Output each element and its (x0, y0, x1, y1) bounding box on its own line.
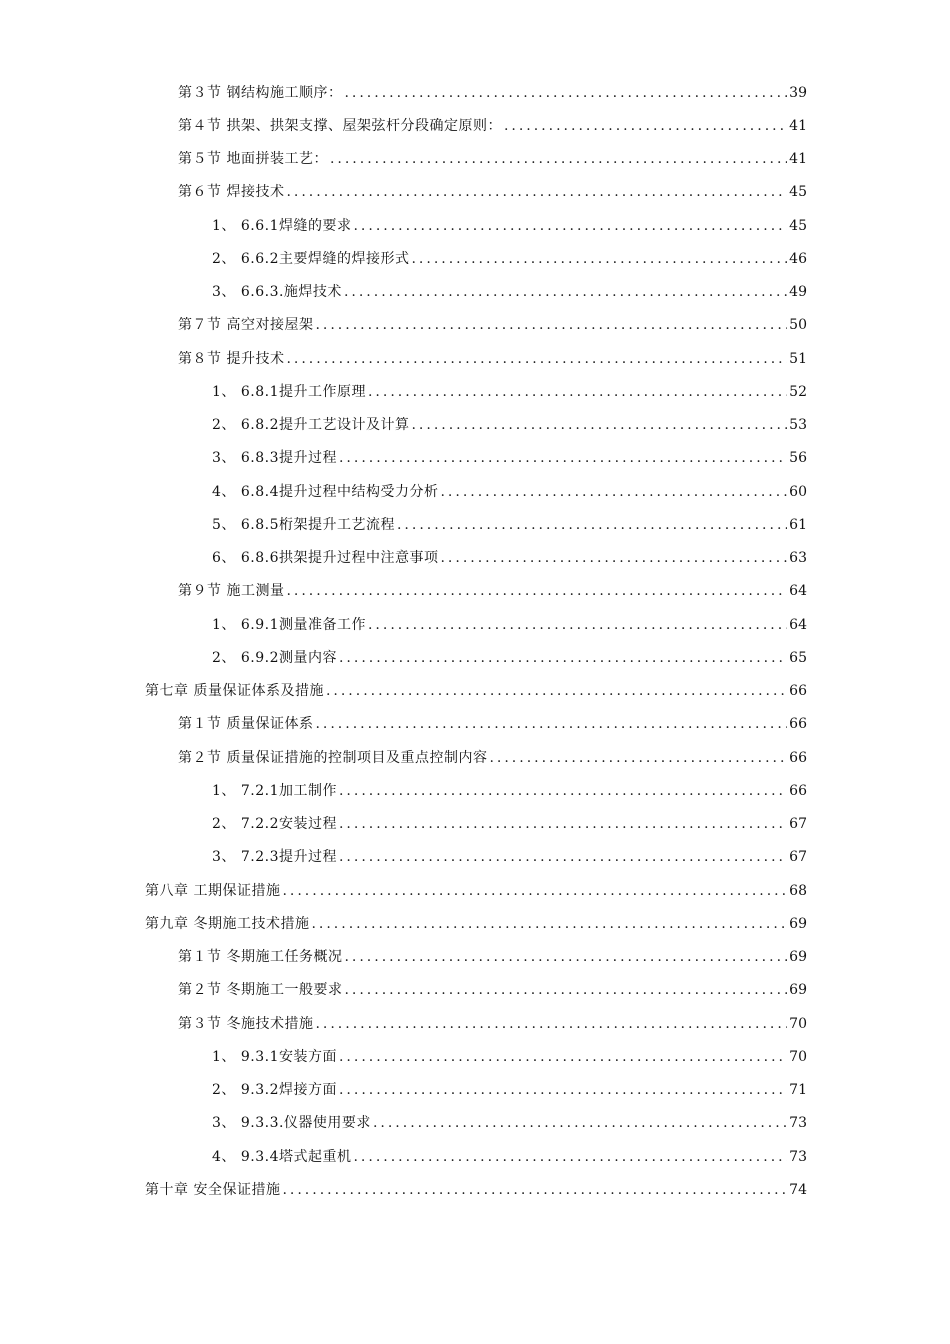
toc-entry-page-number: 49 (789, 284, 807, 301)
toc-entry-title: 1、 6.9.1测量准备工作 (212, 616, 366, 633)
dot-leader (286, 182, 787, 202)
toc-entry-page-number: 70 (789, 1048, 807, 1065)
toc-entry-title: 第１节 冬期施工任务概况 (178, 949, 343, 966)
dot-leader (353, 216, 787, 236)
toc-entry-title: 3、 7.2.3提升过程 (212, 849, 337, 866)
dot-leader (315, 714, 787, 734)
toc-entry[interactable] (0, 675, 950, 708)
dot-leader (440, 482, 787, 502)
dot-leader (315, 315, 787, 335)
table-of-contents (0, 76, 950, 1207)
toc-entry[interactable] (0, 242, 950, 275)
dot-leader (326, 681, 787, 701)
toc-entry-page-number: 69 (789, 982, 807, 999)
toc-entry-title: 第八章 工期保证措施 (145, 882, 281, 899)
toc-entry-title: 3、 9.3.3.仪器使用要求 (212, 1115, 371, 1132)
toc-entry-page-number: 66 (789, 716, 807, 733)
toc-entry[interactable] (0, 76, 950, 109)
toc-entry-title: 第２节 冬期施工一般要求 (178, 982, 343, 999)
toc-entry[interactable] (0, 209, 950, 242)
dot-leader (339, 1047, 787, 1067)
toc-entry-title: 第十章 安全保证措施 (145, 1181, 281, 1198)
dot-leader (344, 947, 787, 967)
toc-entry-page-number: 65 (789, 649, 807, 666)
toc-entry[interactable] (0, 641, 950, 674)
toc-entry-title: 第６节 焊接技术 (178, 184, 285, 201)
toc-entry-title: 1、 6.6.1焊缝的要求 (212, 217, 352, 234)
toc-entry-title: 6、 6.8.6拱架提升过程中注意事项 (212, 550, 439, 567)
dot-leader (344, 282, 787, 302)
dot-leader (311, 914, 787, 934)
toc-entry-page-number: 61 (789, 516, 807, 533)
toc-entry[interactable] (0, 176, 950, 209)
toc-entry-page-number: 45 (789, 217, 807, 234)
toc-entry[interactable] (0, 342, 950, 375)
toc-entry-title: 2、 7.2.2安装过程 (212, 816, 337, 833)
toc-entry-title: 1、 6.8.1提升工作原理 (212, 383, 366, 400)
toc-entry-page-number: 71 (789, 1082, 807, 1099)
toc-entry-page-number: 45 (789, 184, 807, 201)
dot-leader (282, 1180, 787, 1200)
toc-entry-page-number: 63 (789, 550, 807, 567)
toc-entry-page-number: 74 (789, 1181, 807, 1198)
toc-entry[interactable] (0, 907, 950, 940)
toc-entry-page-number: 66 (789, 782, 807, 799)
toc-entry-page-number: 64 (789, 583, 807, 600)
toc-entry[interactable] (0, 276, 950, 309)
toc-entry-page-number: 69 (789, 949, 807, 966)
toc-entry-title: 2、 9.3.2焊接方面 (212, 1082, 337, 1099)
toc-entry[interactable] (0, 1173, 950, 1206)
toc-entry[interactable] (0, 874, 950, 907)
toc-entry-page-number: 52 (789, 383, 807, 400)
toc-entry[interactable] (0, 1107, 950, 1140)
toc-entry-title: 3、 6.6.3.施焊技术 (212, 284, 342, 301)
toc-entry[interactable] (0, 1040, 950, 1073)
toc-entry[interactable] (0, 542, 950, 575)
toc-entry-title: 第９节 施工测量 (178, 583, 285, 600)
toc-entry-title: 第４节 拱架、拱架支撑、屋架弦杆分段确定原则： (178, 117, 502, 134)
toc-entry[interactable] (0, 841, 950, 874)
toc-entry-page-number: 46 (789, 250, 807, 267)
toc-entry-page-number: 53 (789, 417, 807, 434)
toc-entry-title: 第７节 高空对接屋架 (178, 317, 314, 334)
dot-leader (315, 1014, 787, 1034)
toc-entry-page-number: 41 (789, 151, 807, 168)
dot-leader (344, 980, 787, 1000)
dot-leader (339, 781, 787, 801)
dot-leader (397, 515, 787, 535)
toc-entry-title: 第１节 质量保证体系 (178, 716, 314, 733)
toc-entry-title: 2、 6.8.2提升工艺设计及计算 (212, 417, 410, 434)
toc-entry-page-number: 64 (789, 616, 807, 633)
dot-leader (504, 116, 787, 136)
toc-entry-title: 4、 9.3.4塔式起重机 (212, 1148, 352, 1165)
toc-entry[interactable] (0, 109, 950, 142)
toc-entry[interactable] (0, 508, 950, 541)
dot-leader (411, 415, 787, 435)
dot-leader (489, 748, 787, 768)
toc-entry[interactable] (0, 974, 950, 1007)
toc-entry-page-number: 73 (789, 1148, 807, 1165)
toc-entry-page-number: 67 (789, 816, 807, 833)
dot-leader (353, 1147, 787, 1167)
toc-entry-page-number: 68 (789, 882, 807, 899)
toc-entry[interactable] (0, 375, 950, 408)
toc-entry-page-number: 70 (789, 1015, 807, 1032)
toc-entry-title: 2、 6.6.2主要焊缝的焊接形式 (212, 250, 410, 267)
toc-entry[interactable] (0, 409, 950, 442)
toc-entry-page-number: 67 (789, 849, 807, 866)
toc-entry[interactable] (0, 143, 950, 176)
toc-entry[interactable] (0, 708, 950, 741)
dot-leader (344, 83, 787, 103)
toc-entry-page-number: 73 (789, 1115, 807, 1132)
toc-entry-title: 1、 9.3.1安装方面 (212, 1048, 337, 1065)
toc-entry[interactable] (0, 941, 950, 974)
dot-leader (339, 847, 787, 867)
toc-entry-page-number: 66 (789, 749, 807, 766)
dot-leader (286, 581, 787, 601)
dot-leader (286, 349, 787, 369)
toc-entry-title: 4、 6.8.4提升过程中结构受力分析 (212, 483, 439, 500)
toc-entry-page-number: 60 (789, 483, 807, 500)
toc-entry-title: 第５节 地面拼装工艺： (178, 151, 328, 168)
toc-entry-title: 第七章 质量保证体系及措施 (145, 683, 324, 700)
toc-entry[interactable] (0, 575, 950, 608)
toc-entry-title: 第２节 质量保证措施的控制项目及重点控制内容 (178, 749, 488, 766)
toc-entry-title: 3、 6.8.3提升过程 (212, 450, 337, 467)
toc-entry[interactable] (0, 442, 950, 475)
toc-entry-title: 第３节 钢结构施工顺序： (178, 84, 343, 101)
toc-entry-page-number: 39 (789, 84, 807, 101)
dot-leader (368, 382, 787, 402)
dot-leader (339, 814, 787, 834)
dot-leader (411, 249, 787, 269)
toc-entry-title: 第８节 提升技术 (178, 350, 285, 367)
toc-entry[interactable] (0, 1007, 950, 1040)
toc-entry-title: 1、 7.2.1加工制作 (212, 782, 337, 799)
toc-entry[interactable] (0, 608, 950, 641)
toc-entry[interactable] (0, 475, 950, 508)
toc-entry-page-number: 66 (789, 683, 807, 700)
toc-entry[interactable] (0, 808, 950, 841)
toc-entry-title: 第九章 冬期施工技术措施 (145, 915, 310, 932)
dot-leader (330, 149, 787, 169)
toc-entry-page-number: 56 (789, 450, 807, 467)
toc-entry-page-number: 50 (789, 317, 807, 334)
toc-entry-page-number: 41 (789, 117, 807, 134)
dot-leader (339, 1080, 787, 1100)
dot-leader (440, 548, 787, 568)
toc-entry[interactable] (0, 1140, 950, 1173)
toc-entry-page-number: 69 (789, 915, 807, 932)
toc-entry[interactable] (0, 1074, 950, 1107)
toc-entry[interactable] (0, 741, 950, 774)
dot-leader (282, 881, 787, 901)
toc-entry[interactable] (0, 774, 950, 807)
toc-entry-title: 2、 6.9.2测量内容 (212, 649, 337, 666)
dot-leader (368, 615, 787, 635)
toc-entry-title: 5、 6.8.5桁架提升工艺流程 (212, 516, 395, 533)
toc-entry-page-number: 51 (789, 350, 807, 367)
dot-leader (373, 1113, 787, 1133)
toc-entry[interactable] (0, 309, 950, 342)
toc-entry-title: 第３节 冬施技术措施 (178, 1015, 314, 1032)
dot-leader (339, 648, 787, 668)
dot-leader (339, 448, 787, 468)
